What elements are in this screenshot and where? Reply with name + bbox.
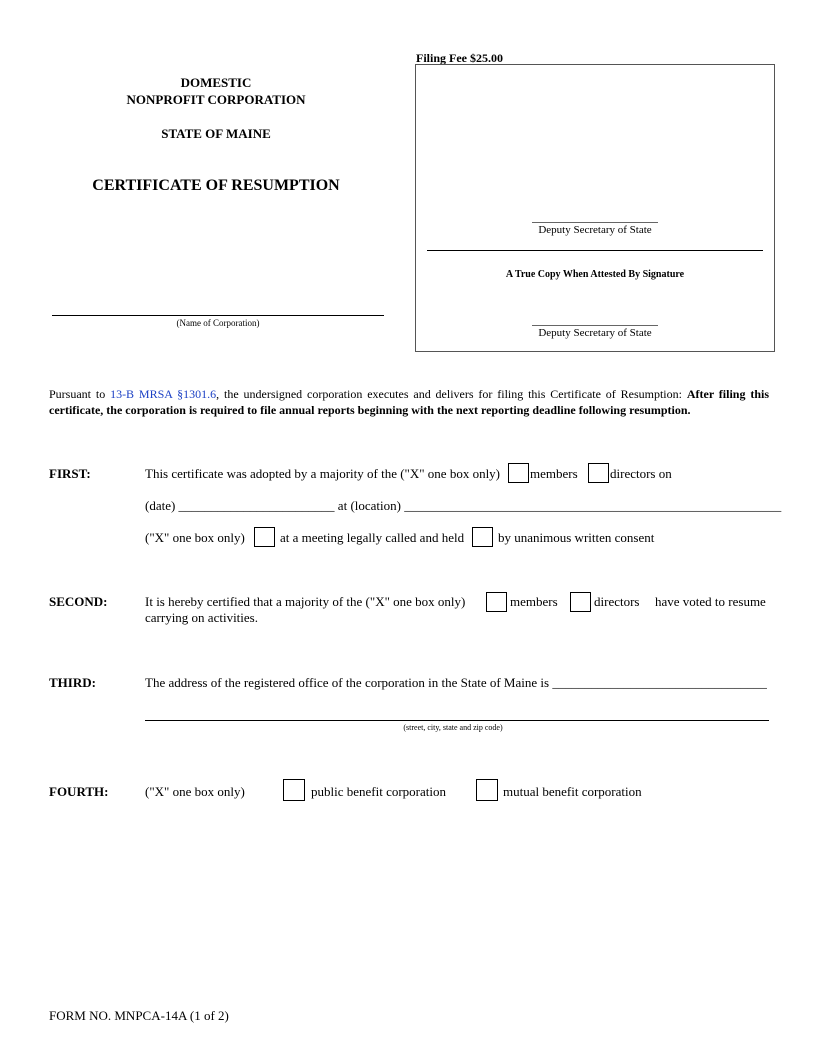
fourth-label: FOURTH:: [49, 784, 109, 799]
meeting-checkbox[interactable]: [254, 527, 275, 547]
deputy-signature-line-2: [532, 325, 658, 326]
meeting-label: at a meeting legally called and held: [280, 530, 465, 545]
mutual-benefit-checkbox[interactable]: [476, 779, 498, 801]
stamp-divider: [427, 250, 763, 251]
statute-link[interactable]: 13-B MRSA §1301.6: [110, 387, 217, 401]
first-date-location[interactable]: (date) ________________________ at (location) __________________________________________________________: [145, 498, 782, 513]
corporation-name-caption: (Name of Corporation): [176, 318, 260, 328]
header-domestic: DOMESTIC: [180, 75, 252, 90]
second-label: SECOND:: [49, 594, 108, 609]
second-text: It is hereby certified that a majority of the ("X" one box only): [145, 594, 466, 609]
second-directors-checkbox[interactable]: [570, 592, 591, 612]
first-directors-checkbox[interactable]: [588, 463, 609, 483]
intro-bold-text: After filing this certificate, the corporation is required to file annual reports beginning with the next reporting deadline following resumption.: [49, 387, 769, 417]
first-label: FIRST:: [49, 466, 91, 481]
header-nonprofit: NONPROFIT CORPORATION: [126, 92, 306, 107]
fourth-one-box: ("X" one box only): [145, 784, 245, 799]
first-members-checkbox[interactable]: [508, 463, 529, 483]
filing-fee: Filing Fee $25.00: [416, 51, 503, 65]
public-benefit-checkbox[interactable]: [283, 779, 305, 801]
first-text: This certificate was adopted by a majority of the ("X" one box only): [145, 466, 501, 481]
header-title-block: [60, 74, 372, 108]
address-caption: (street, city, state and zip code): [403, 723, 503, 732]
public-benefit-label: public benefit corporation: [311, 784, 447, 799]
consent-checkbox[interactable]: [472, 527, 493, 547]
intro-pursuant: Pursuant to: [49, 387, 106, 401]
header-state: STATE OF MAINE: [161, 126, 271, 141]
second-voted: have voted to resume: [655, 594, 766, 609]
second-directors-label: directors: [594, 594, 640, 609]
consent-label: by unanimous written consent: [498, 530, 655, 545]
form-number: FORM NO. MNPCA-14A (1 of 2): [49, 1008, 229, 1023]
second-line2: carrying on activities.: [145, 610, 258, 625]
intro-paragraph: [49, 386, 769, 418]
first-directors-label: directors on: [610, 466, 672, 481]
intro-rest: , the undersigned corporation executes and delivers for filing this Certificate of Resumption:: [216, 387, 682, 401]
second-members-checkbox[interactable]: [486, 592, 507, 612]
third-text[interactable]: The address of the registered office of the corporation in the State of Maine is _________________________________: [145, 675, 767, 690]
deputy-signature-line-1: [532, 222, 658, 223]
true-copy-label: A True Copy When Attested By Signature: [505, 269, 685, 280]
third-label: THIRD:: [49, 675, 96, 690]
mutual-benefit-label: mutual benefit corporation: [503, 784, 642, 799]
corporation-name-line[interactable]: [52, 315, 384, 316]
filing-stamp-box: [415, 64, 775, 352]
deputy-secretary-label-1: Deputy Secretary of State: [538, 224, 652, 236]
second-members-label: members: [510, 594, 558, 609]
address-line[interactable]: [145, 720, 769, 721]
first-one-box: ("X" one box only): [145, 530, 245, 545]
deputy-secretary-label-2: Deputy Secretary of State: [538, 327, 652, 339]
first-members-label: members: [530, 466, 578, 481]
page-title: CERTIFICATE OF RESUMPTION: [92, 177, 340, 194]
